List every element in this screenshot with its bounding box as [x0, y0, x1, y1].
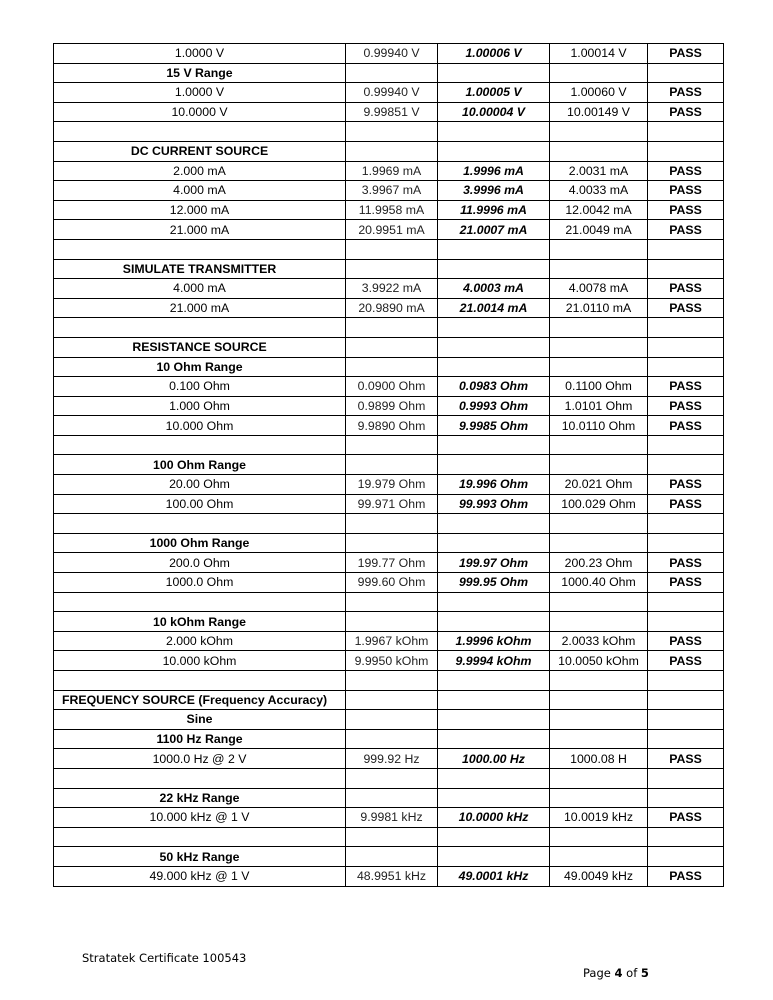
nominal-value: 1.000 Ohm — [54, 396, 346, 416]
blank-row — [54, 768, 724, 788]
result: PASS — [648, 749, 724, 769]
lower-limit: 999.60 Ohm — [346, 573, 438, 593]
result: PASS — [648, 298, 724, 318]
empty-cell — [648, 259, 724, 279]
empty-cell — [550, 514, 648, 534]
empty-cell — [438, 710, 550, 730]
upper-limit: 10.00149 V — [550, 102, 648, 122]
empty-cell — [438, 514, 550, 534]
lower-limit: 0.99940 V — [346, 83, 438, 103]
section-label: 15 V Range — [54, 63, 346, 83]
lower-limit: 199.77 Ohm — [346, 553, 438, 573]
result: PASS — [648, 181, 724, 201]
measured-value: 1000.00 Hz — [438, 749, 550, 769]
empty-cell — [648, 827, 724, 847]
empty-cell — [550, 847, 648, 867]
empty-cell — [438, 768, 550, 788]
blank-row — [54, 827, 724, 847]
lower-limit: 3.9922 mA — [346, 279, 438, 299]
empty-cell — [648, 63, 724, 83]
measured-value: 21.0007 mA — [438, 220, 550, 240]
empty-cell — [438, 357, 550, 377]
upper-limit: 1000.08 H — [550, 749, 648, 769]
empty-cell — [438, 337, 550, 357]
table-row — [54, 651, 724, 671]
empty-cell — [648, 239, 724, 259]
measured-value: 199.97 Ohm — [438, 553, 550, 573]
lower-limit: 0.0900 Ohm — [346, 377, 438, 397]
section-label: 100 Ohm Range — [54, 455, 346, 475]
empty-cell — [550, 788, 648, 808]
empty-cell — [346, 592, 438, 612]
measured-value: 0.0983 Ohm — [438, 377, 550, 397]
section-label: FREQUENCY SOURCE (Frequency Accuracy) — [54, 690, 346, 710]
section-label: 1100 Hz Range — [54, 729, 346, 749]
result: PASS — [648, 631, 724, 651]
nominal-value: 1.0000 V — [54, 44, 346, 64]
nominal-value: 21.000 mA — [54, 220, 346, 240]
nominal-value: 100.00 Ohm — [54, 494, 346, 514]
empty-cell — [438, 827, 550, 847]
measured-value: 21.0014 mA — [438, 298, 550, 318]
section-label: 22 kHz Range — [54, 788, 346, 808]
empty-cell — [346, 729, 438, 749]
lower-limit: 0.99940 V — [346, 44, 438, 64]
measured-value: 1.00006 V — [438, 44, 550, 64]
empty-cell — [550, 612, 648, 632]
section-header-row — [54, 788, 724, 808]
nominal-value: 10.0000 V — [54, 102, 346, 122]
empty-cell — [648, 455, 724, 475]
section-header-row — [54, 337, 724, 357]
table-row — [54, 44, 724, 64]
result: PASS — [648, 553, 724, 573]
lower-limit: 1.9969 mA — [346, 161, 438, 181]
measured-value: 999.95 Ohm — [438, 573, 550, 593]
empty-cell — [346, 435, 438, 455]
nominal-value: 1.0000 V — [54, 83, 346, 103]
empty-cell — [438, 690, 550, 710]
result: PASS — [648, 808, 724, 828]
table-row — [54, 161, 724, 181]
table-row — [54, 181, 724, 201]
empty-cell — [346, 63, 438, 83]
empty-cell — [648, 337, 724, 357]
measured-value: 10.0000 kHz — [438, 808, 550, 828]
empty-cell — [550, 768, 648, 788]
empty-cell — [438, 122, 550, 142]
upper-limit: 2.0031 mA — [550, 161, 648, 181]
section-header-row — [54, 847, 724, 867]
result: PASS — [648, 279, 724, 299]
nominal-value: 10.000 Ohm — [54, 416, 346, 436]
upper-limit: 49.0049 kHz — [550, 866, 648, 886]
empty-cell — [550, 729, 648, 749]
empty-cell — [648, 318, 724, 338]
page-prefix: Page — [583, 966, 615, 980]
table-row — [54, 573, 724, 593]
table-row — [54, 631, 724, 651]
empty-cell — [550, 827, 648, 847]
upper-limit: 10.0019 kHz — [550, 808, 648, 828]
lower-limit: 999.92 Hz — [346, 749, 438, 769]
empty-cell — [346, 533, 438, 553]
table-row — [54, 866, 724, 886]
empty-cell — [550, 141, 648, 161]
upper-limit: 2.0033 kOhm — [550, 631, 648, 651]
empty-cell — [54, 768, 346, 788]
page-number — [583, 966, 649, 980]
empty-cell — [550, 435, 648, 455]
result: PASS — [648, 161, 724, 181]
table-row — [54, 396, 724, 416]
measured-value: 4.0003 mA — [438, 279, 550, 299]
table-row — [54, 83, 724, 103]
section-label: 10 kOhm Range — [54, 612, 346, 632]
empty-cell — [54, 827, 346, 847]
nominal-value: 0.100 Ohm — [54, 377, 346, 397]
empty-cell — [346, 514, 438, 534]
upper-limit: 0.1100 Ohm — [550, 377, 648, 397]
lower-limit: 9.9890 Ohm — [346, 416, 438, 436]
measured-value: 1.9996 kOhm — [438, 631, 550, 651]
empty-cell — [648, 847, 724, 867]
table-row — [54, 553, 724, 573]
certificate-number: Stratatek Certificate 100543 — [82, 951, 247, 965]
section-header-row — [54, 259, 724, 279]
empty-cell — [438, 318, 550, 338]
upper-limit: 12.0042 mA — [550, 200, 648, 220]
lower-limit: 99.971 Ohm — [346, 494, 438, 514]
lower-limit: 20.9951 mA — [346, 220, 438, 240]
blank-row — [54, 239, 724, 259]
nominal-value: 2.000 kOhm — [54, 631, 346, 651]
empty-cell — [54, 671, 346, 691]
table-row — [54, 416, 724, 436]
empty-cell — [550, 63, 648, 83]
empty-cell — [346, 827, 438, 847]
empty-cell — [648, 768, 724, 788]
empty-cell — [346, 239, 438, 259]
measured-value: 1.9996 mA — [438, 161, 550, 181]
section-label: 50 kHz Range — [54, 847, 346, 867]
empty-cell — [550, 337, 648, 357]
measured-value: 1.00005 V — [438, 83, 550, 103]
section-header-row — [54, 357, 724, 377]
lower-limit: 9.99851 V — [346, 102, 438, 122]
upper-limit: 4.0078 mA — [550, 279, 648, 299]
blank-row — [54, 318, 724, 338]
section-label: 1000 Ohm Range — [54, 533, 346, 553]
result: PASS — [648, 494, 724, 514]
empty-cell — [346, 455, 438, 475]
section-header-row — [54, 141, 724, 161]
measured-value: 49.0001 kHz — [438, 866, 550, 886]
nominal-value: 21.000 mA — [54, 298, 346, 318]
measured-value: 11.9996 mA — [438, 200, 550, 220]
page-total: 5 — [640, 966, 649, 980]
result: PASS — [648, 44, 724, 64]
section-header-row — [54, 533, 724, 553]
section-header-row — [54, 63, 724, 83]
empty-cell — [550, 710, 648, 730]
result: PASS — [648, 200, 724, 220]
nominal-value: 10.000 kOhm — [54, 651, 346, 671]
table-row — [54, 298, 724, 318]
result: PASS — [648, 377, 724, 397]
nominal-value: 4.000 mA — [54, 181, 346, 201]
upper-limit: 21.0049 mA — [550, 220, 648, 240]
section-label: RESISTANCE SOURCE — [54, 337, 346, 357]
empty-cell — [550, 239, 648, 259]
empty-cell — [54, 592, 346, 612]
section-header-row — [54, 729, 724, 749]
empty-cell — [550, 533, 648, 553]
empty-cell — [54, 122, 346, 142]
empty-cell — [346, 847, 438, 867]
table-row — [54, 102, 724, 122]
empty-cell — [648, 533, 724, 553]
lower-limit: 9.9981 kHz — [346, 808, 438, 828]
nominal-value: 12.000 mA — [54, 200, 346, 220]
empty-cell — [346, 690, 438, 710]
measured-value: 3.9996 mA — [438, 181, 550, 201]
nominal-value: 200.0 Ohm — [54, 553, 346, 573]
empty-cell — [550, 690, 648, 710]
nominal-value: 2.000 mA — [54, 161, 346, 181]
empty-cell — [346, 337, 438, 357]
upper-limit: 200.23 Ohm — [550, 553, 648, 573]
empty-cell — [346, 141, 438, 161]
empty-cell — [438, 729, 550, 749]
page-current: 4 — [614, 966, 623, 980]
lower-limit: 3.9967 mA — [346, 181, 438, 201]
empty-cell — [550, 318, 648, 338]
empty-cell — [438, 455, 550, 475]
blank-row — [54, 435, 724, 455]
nominal-value: 10.000 kHz @ 1 V — [54, 808, 346, 828]
empty-cell — [54, 239, 346, 259]
table-row — [54, 377, 724, 397]
nominal-value: 20.00 Ohm — [54, 475, 346, 495]
nominal-value: 49.000 kHz @ 1 V — [54, 866, 346, 886]
lower-limit: 1.9967 kOhm — [346, 631, 438, 651]
section-label: Sine — [54, 710, 346, 730]
empty-cell — [648, 788, 724, 808]
empty-cell — [550, 671, 648, 691]
empty-cell — [648, 514, 724, 534]
upper-limit: 10.0110 Ohm — [550, 416, 648, 436]
upper-limit: 4.0033 mA — [550, 181, 648, 201]
table-row — [54, 200, 724, 220]
empty-cell — [346, 122, 438, 142]
result: PASS — [648, 102, 724, 122]
table-row — [54, 749, 724, 769]
nominal-value: 1000.0 Hz @ 2 V — [54, 749, 346, 769]
empty-cell — [346, 357, 438, 377]
section-header-row — [54, 612, 724, 632]
calibration-table-body — [54, 44, 724, 887]
measured-value: 99.993 Ohm — [438, 494, 550, 514]
upper-limit: 1.00014 V — [550, 44, 648, 64]
empty-cell — [648, 592, 724, 612]
table-row — [54, 494, 724, 514]
empty-cell — [438, 63, 550, 83]
empty-cell — [346, 612, 438, 632]
table-row — [54, 808, 724, 828]
upper-limit: 1.0101 Ohm — [550, 396, 648, 416]
upper-limit: 1.00060 V — [550, 83, 648, 103]
lower-limit: 19.979 Ohm — [346, 475, 438, 495]
empty-cell — [438, 612, 550, 632]
table-row — [54, 220, 724, 240]
section-header-row — [54, 690, 724, 710]
upper-limit: 10.0050 kOhm — [550, 651, 648, 671]
empty-cell — [346, 671, 438, 691]
measured-value: 10.00004 V — [438, 102, 550, 122]
empty-cell — [438, 239, 550, 259]
measured-value: 0.9993 Ohm — [438, 396, 550, 416]
empty-cell — [550, 592, 648, 612]
result: PASS — [648, 651, 724, 671]
nominal-value: 1000.0 Ohm — [54, 573, 346, 593]
empty-cell — [438, 671, 550, 691]
upper-limit: 21.0110 mA — [550, 298, 648, 318]
measured-value: 9.9994 kOhm — [438, 651, 550, 671]
table-row — [54, 475, 724, 495]
empty-cell — [438, 592, 550, 612]
blank-row — [54, 122, 724, 142]
table-row — [54, 279, 724, 299]
empty-cell — [438, 533, 550, 553]
lower-limit: 48.9951 kHz — [346, 866, 438, 886]
nominal-value: 4.000 mA — [54, 279, 346, 299]
blank-row — [54, 592, 724, 612]
calibration-table — [53, 43, 724, 887]
section-header-row — [54, 455, 724, 475]
blank-row — [54, 514, 724, 534]
section-label: DC CURRENT SOURCE — [54, 141, 346, 161]
empty-cell — [346, 318, 438, 338]
empty-cell — [346, 768, 438, 788]
empty-cell — [648, 612, 724, 632]
empty-cell — [54, 514, 346, 534]
empty-cell — [438, 259, 550, 279]
empty-cell — [438, 788, 550, 808]
result: PASS — [648, 220, 724, 240]
measured-value: 9.9985 Ohm — [438, 416, 550, 436]
upper-limit: 20.021 Ohm — [550, 475, 648, 495]
empty-cell — [648, 357, 724, 377]
empty-cell — [346, 788, 438, 808]
empty-cell — [648, 729, 724, 749]
empty-cell — [438, 141, 550, 161]
empty-cell — [648, 122, 724, 142]
lower-limit: 11.9958 mA — [346, 200, 438, 220]
empty-cell — [648, 710, 724, 730]
lower-limit: 9.9950 kOhm — [346, 651, 438, 671]
measured-value: 19.996 Ohm — [438, 475, 550, 495]
empty-cell — [550, 357, 648, 377]
empty-cell — [648, 690, 724, 710]
result: PASS — [648, 396, 724, 416]
upper-limit: 1000.40 Ohm — [550, 573, 648, 593]
empty-cell — [438, 847, 550, 867]
empty-cell — [550, 122, 648, 142]
lower-limit: 20.9890 mA — [346, 298, 438, 318]
empty-cell — [648, 671, 724, 691]
result: PASS — [648, 573, 724, 593]
page-of: of — [622, 966, 641, 980]
empty-cell — [648, 435, 724, 455]
result: PASS — [648, 866, 724, 886]
empty-cell — [346, 259, 438, 279]
lower-limit: 0.9899 Ohm — [346, 396, 438, 416]
result: PASS — [648, 416, 724, 436]
section-label: SIMULATE TRANSMITTER — [54, 259, 346, 279]
section-header-row — [54, 710, 724, 730]
result: PASS — [648, 475, 724, 495]
empty-cell — [438, 435, 550, 455]
empty-cell — [54, 318, 346, 338]
upper-limit: 100.029 Ohm — [550, 494, 648, 514]
empty-cell — [346, 710, 438, 730]
empty-cell — [550, 455, 648, 475]
result: PASS — [648, 83, 724, 103]
empty-cell — [54, 435, 346, 455]
section-label: 10 Ohm Range — [54, 357, 346, 377]
blank-row — [54, 671, 724, 691]
empty-cell — [550, 259, 648, 279]
empty-cell — [648, 141, 724, 161]
